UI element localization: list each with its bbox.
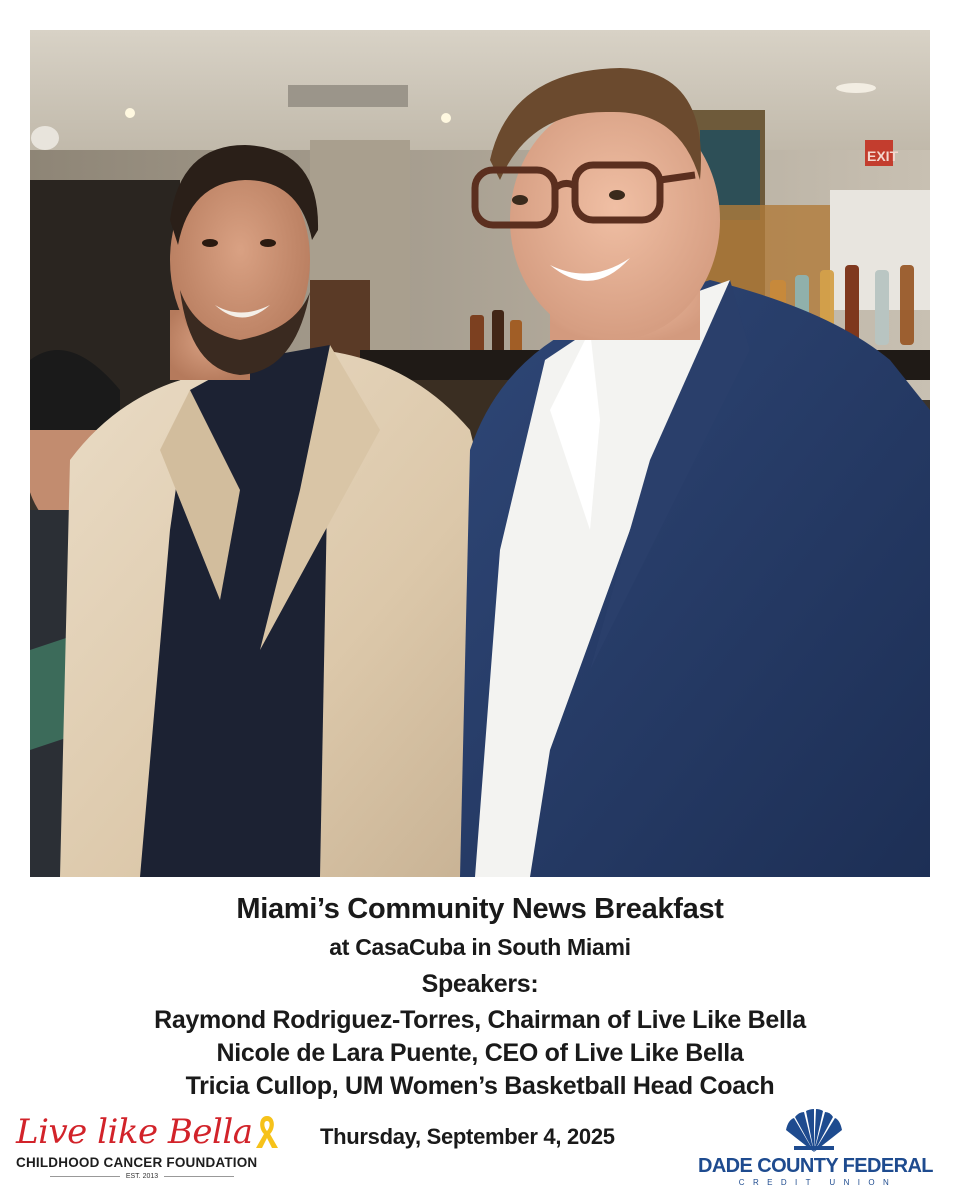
event-date: Thursday, September 4, 2025: [320, 1124, 615, 1149]
logo-tagline: CHILDHOOD CANCER FOUNDATION: [16, 1155, 258, 1170]
exit-sign: EXIT: [867, 148, 899, 164]
logo-est: EST. 2013: [14, 1173, 270, 1180]
speaker-3: Tricia Cullop, UM Women’s Basketball Head Coach: [185, 1072, 775, 1100]
logo-org-name: DADE COUNTY FEDERAL: [698, 1155, 933, 1177]
speaker-1: Raymond Rodriguez-Torres, Chairman of Live Like Bella: [154, 1006, 806, 1034]
live-like-bella-logo: [14, 1110, 274, 1185]
yellow-ribbon-icon: [252, 1114, 282, 1150]
speaker-2: Nicole de Lara Puente, CEO of Live Like Bella: [216, 1039, 744, 1067]
event-photo: [30, 30, 930, 877]
shell-icon: [780, 1108, 848, 1154]
dade-county-federal-logo: [698, 1108, 938, 1192]
photo-scene: [30, 30, 930, 877]
logo-org-sub: CREDIT UNION: [738, 1178, 898, 1187]
event-venue: at CasaCuba in South Miami: [329, 934, 631, 960]
speakers-label: Speakers:: [421, 970, 539, 998]
logo-wordmark: Live like Bella: [16, 1112, 253, 1152]
event-title: Miami’s Community News Breakfast: [236, 893, 724, 925]
